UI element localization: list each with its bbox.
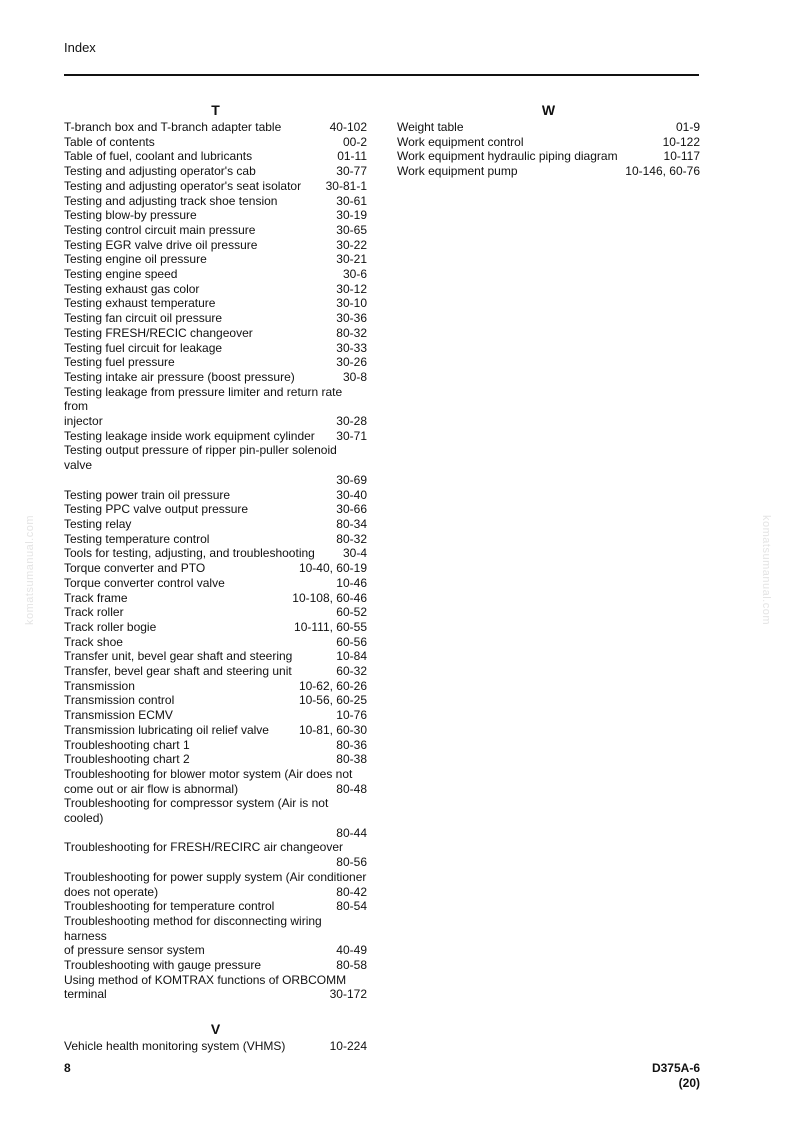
index-entry xyxy=(64,958,367,973)
index-column-right xyxy=(397,100,700,179)
index-entry xyxy=(64,282,367,297)
index-entry xyxy=(64,370,367,385)
index-entry-row xyxy=(64,149,367,164)
index-entry xyxy=(397,164,700,179)
index-entry xyxy=(64,561,367,576)
index-entry xyxy=(64,591,367,606)
index-entry xyxy=(397,120,700,135)
index-entry-page: 30-26 xyxy=(336,355,367,370)
index-entry-page: 80-42 xyxy=(336,884,367,899)
index-entry xyxy=(64,870,367,899)
index-entry xyxy=(64,341,367,356)
index-entry-page: 60-56 xyxy=(336,634,367,649)
index-entry-row xyxy=(64,591,367,606)
index-entry xyxy=(64,576,367,591)
index-entry-page: 30-19 xyxy=(336,208,367,223)
index-entry-page: 10-56, 60-25 xyxy=(298,693,367,708)
index-entry-title: Using method of KOMTRAX functions of ORBCOMM xyxy=(64,972,347,987)
index-entry-row xyxy=(397,164,700,179)
index-entry-page: 30-81-1 xyxy=(325,178,367,193)
index-entry-row xyxy=(397,149,700,164)
index-entry xyxy=(64,311,367,326)
index-entry-title: Troubleshooting for blower motor system (Air does not xyxy=(64,766,353,781)
index-entry xyxy=(64,723,367,738)
index-entry-row xyxy=(64,267,367,282)
index-entry-row xyxy=(64,708,367,723)
index-entry-title: Table of contents xyxy=(64,134,155,149)
index-entry xyxy=(64,208,367,223)
index-entry-title: Troubleshooting for compressor system (Air is not cooled) xyxy=(64,796,329,826)
index-entry xyxy=(64,679,367,694)
index-entry xyxy=(64,223,367,238)
index-entry-title: Troubleshooting with gauge pressure xyxy=(64,958,262,973)
index-entry-page: 30-71 xyxy=(336,428,367,443)
index-entry-title: Testing intake air pressure (boost pressure) xyxy=(64,369,295,384)
index-entry-row xyxy=(64,208,367,223)
index-entry-page: 80-58 xyxy=(336,958,367,973)
index-entry-row xyxy=(64,664,367,679)
index-entry xyxy=(64,179,367,194)
index-entry-row xyxy=(64,414,367,429)
index-entry-page: 01-9 xyxy=(675,120,700,134)
index-entry-page: 10-81, 60-30 xyxy=(298,722,367,737)
index-entry-row xyxy=(64,899,367,914)
index-entry-title: Testing and adjusting operator's seat isolator xyxy=(64,178,302,193)
index-entry-title: of pressure sensor system xyxy=(64,943,205,958)
index-entry xyxy=(64,767,367,796)
index-entry-title: T-branch box and T-branch adapter table xyxy=(64,120,282,134)
index-entry-row xyxy=(64,488,367,503)
index-entry-row xyxy=(64,561,367,576)
index-entry-title: Troubleshooting chart 2 xyxy=(64,752,190,767)
index-entry-row xyxy=(64,782,367,797)
index-entry xyxy=(64,546,367,561)
index-entry-title: Transmission xyxy=(64,678,135,693)
index-entry-page: 30-61 xyxy=(336,193,367,208)
index-entry-title: Testing relay xyxy=(64,516,132,531)
index-entry xyxy=(64,899,367,914)
index-entry-row xyxy=(64,252,367,267)
index-entry-row xyxy=(64,164,367,179)
index-entry-page: 30-172 xyxy=(329,987,367,1002)
index-entry-page: 30-4 xyxy=(342,546,367,561)
index-entry-title: Testing output pressure of ripper pin-puller solenoid valve xyxy=(64,443,337,473)
index-entry-title: does not operate) xyxy=(64,884,159,899)
index-entry-row xyxy=(64,693,367,708)
index-entry-title: Torque converter and PTO xyxy=(64,561,206,576)
index-entry-page: 80-56 xyxy=(336,855,367,870)
index-entry-page: 10-108, 60-46 xyxy=(292,590,367,605)
index-entry-page: 30-77 xyxy=(336,164,367,179)
index-entry-title: come out or air flow is abnormal) xyxy=(64,781,239,796)
index-entry-page: 30-40 xyxy=(336,487,367,502)
index-entry-row xyxy=(64,311,367,326)
index-entry-title: Testing blow-by pressure xyxy=(64,208,197,223)
index-entry-title: Testing power train oil pressure xyxy=(64,487,231,502)
index-entry-page: 80-48 xyxy=(336,781,367,796)
index-entry xyxy=(64,796,367,840)
index-entry-row xyxy=(64,738,367,753)
index-entry-page: 10-46 xyxy=(336,575,367,590)
index-entry xyxy=(64,238,367,253)
index-entry-page: 10-122 xyxy=(662,134,700,149)
index-entry-title: Work equipment control xyxy=(397,134,524,149)
section-letter: W xyxy=(541,102,556,118)
index-column-left xyxy=(64,100,367,1054)
index-entry-row xyxy=(64,620,367,635)
index-entry-title: Transmission control xyxy=(64,693,175,708)
index-entry-page: 10-40, 60-19 xyxy=(298,561,367,576)
index-entry-title: Work equipment pump xyxy=(397,164,518,179)
section-letter: V xyxy=(210,1021,221,1038)
index-entry-row xyxy=(64,502,367,517)
index-entry-page: 80-32 xyxy=(336,531,367,546)
footer-revision: (20) xyxy=(678,1076,700,1090)
index-entry-page: 40-49 xyxy=(336,943,367,958)
index-entry xyxy=(397,149,700,164)
index-entry-title: Troubleshooting chart 1 xyxy=(64,737,190,752)
index-entry xyxy=(64,252,367,267)
index-entry-page: 80-32 xyxy=(336,325,367,340)
index-entry-row xyxy=(64,635,367,650)
index-entry-page: 10-84 xyxy=(336,649,367,664)
index-entry-page: 60-52 xyxy=(336,605,367,620)
footer-model: D375A-6 xyxy=(651,1061,700,1075)
footer-page-number: 8 xyxy=(64,1061,71,1075)
index-entry xyxy=(64,693,367,708)
index-entry-page: 80-34 xyxy=(336,516,367,531)
index-entry-row xyxy=(64,605,367,620)
index-entry-title: Testing leakage inside work equipment cylinder xyxy=(64,428,315,443)
index-entry-title: Track shoe xyxy=(64,634,123,649)
index-entry xyxy=(64,708,367,723)
index-entry-row xyxy=(64,987,367,1002)
index-entry xyxy=(64,649,367,664)
index-entry-page: 10-146, 60-76 xyxy=(625,164,700,179)
index-entry xyxy=(64,120,367,135)
index-entry-row xyxy=(64,1039,367,1054)
index-entry xyxy=(64,605,367,620)
index-entry-title: Transfer, bevel gear shaft and steering unit xyxy=(64,664,292,679)
index-entry-row xyxy=(64,679,367,694)
index-entry-row xyxy=(64,752,367,767)
index-entry xyxy=(64,1039,367,1054)
index-entry xyxy=(64,443,367,487)
index-entry-title: Table of fuel, coolant and lubricants xyxy=(64,149,253,164)
index-entry-page: 80-44 xyxy=(336,825,367,840)
index-entry xyxy=(64,973,367,1002)
index-entry-page: 30-33 xyxy=(336,340,367,355)
index-entry-title: Testing and adjusting track shoe tension xyxy=(64,193,278,208)
index-entry-page: 10-111, 60-55 xyxy=(294,619,367,634)
index-entry xyxy=(64,517,367,532)
footer-model-block xyxy=(652,1061,700,1091)
index-entry-page: 01-11 xyxy=(337,149,367,164)
index-entry xyxy=(64,194,367,209)
index-entry-row xyxy=(64,943,367,958)
index-entry-title: Track frame xyxy=(64,590,128,605)
watermark-right: komatsumanual.com xyxy=(760,515,772,625)
index-entry-page: 10-117 xyxy=(663,149,700,164)
index-entry-title: Testing exhaust temperature xyxy=(64,296,216,311)
index-entry-title: Testing fan circuit oil pressure xyxy=(64,311,223,326)
index-entry-title: Weight table xyxy=(397,120,464,134)
index-entry-title: Testing fuel pressure xyxy=(64,355,175,370)
index-entry xyxy=(64,267,367,282)
index-entry xyxy=(64,296,367,311)
index-entry-title: Vehicle health monitoring system (VHMS) xyxy=(64,1039,286,1054)
index-entry xyxy=(64,488,367,503)
index-entry-title: Work equipment hydraulic piping diagram xyxy=(397,149,618,164)
index-entry-page: 30-28 xyxy=(336,414,367,429)
section-gap xyxy=(64,1002,367,1019)
index-entry-title: Testing leakage from pressure limiter and return rate from xyxy=(64,384,343,414)
index-entry xyxy=(64,738,367,753)
index-entry xyxy=(64,752,367,767)
index-entry-title: Testing control circuit main pressure xyxy=(64,222,256,237)
index-entry-title: Troubleshooting for FRESH/RECIRC air changeover xyxy=(64,840,344,855)
index-entry xyxy=(64,385,367,429)
index-entry-row xyxy=(64,120,367,135)
index-entry-row xyxy=(64,885,367,900)
index-entry-title: terminal xyxy=(64,987,107,1002)
index-entry-row xyxy=(397,135,700,150)
index-entry-row xyxy=(64,135,367,150)
index-entry-page: 30-66 xyxy=(336,502,367,517)
index-entry-row xyxy=(64,296,367,311)
index-entry xyxy=(64,620,367,635)
index-entry-row xyxy=(64,517,367,532)
index-entry-page: 30-8 xyxy=(342,369,367,384)
index-entry-page: 80-54 xyxy=(336,899,367,914)
page-header-title: Index xyxy=(64,40,96,55)
index-entry-page: 60-32 xyxy=(336,664,367,679)
index-entry-title: Tools for testing, adjusting, and troubleshooting xyxy=(64,546,315,561)
watermark-left: komatsumanual.com xyxy=(24,515,36,625)
index-entry-title: Troubleshooting for power supply system (Air conditioner xyxy=(64,869,367,884)
index-entry-row xyxy=(64,649,367,664)
index-entry-row xyxy=(64,282,367,297)
index-entry-row xyxy=(64,723,367,738)
index-entry-page: 30-36 xyxy=(336,311,367,326)
index-entry-title: Track roller xyxy=(64,605,124,620)
index-entry-page: 30-10 xyxy=(336,296,367,311)
index-entry-page: 30-22 xyxy=(336,237,367,252)
index-entry-row xyxy=(64,546,367,561)
index-entry-title: Transmission lubricating oil relief valve xyxy=(64,722,269,737)
index-entry xyxy=(64,149,367,164)
index-entry-title: Testing exhaust gas color xyxy=(64,281,200,296)
index-entry-row xyxy=(64,532,367,547)
index-entry xyxy=(397,135,700,150)
index-entry-title: Troubleshooting for temperature control xyxy=(64,899,275,914)
section-letter: T xyxy=(211,102,220,118)
index-entry-page: 10-76 xyxy=(336,708,367,723)
index-entry-row xyxy=(64,958,367,973)
index-entry-title: Testing PPC valve output pressure xyxy=(64,502,249,517)
index-entry-page: 30-12 xyxy=(336,281,367,296)
index-entry-row xyxy=(64,370,367,385)
index-entry-page: 10-62, 60-26 xyxy=(298,678,367,693)
index-entry-title: Transmission ECMV xyxy=(64,708,173,723)
index-entry-title: injector xyxy=(64,414,103,429)
index-entry-row xyxy=(64,355,367,370)
index-entry-page: 10-224 xyxy=(329,1039,367,1054)
index-entry-title: Testing engine speed xyxy=(64,267,178,282)
index-entry-page: 30-6 xyxy=(342,267,367,282)
index-entry xyxy=(64,840,367,869)
index-entry xyxy=(64,355,367,370)
index-entry-row xyxy=(64,238,367,253)
index-entry-title: Testing temperature control xyxy=(64,531,210,546)
index-entry-title: Testing engine oil pressure xyxy=(64,252,207,267)
index-entry-title: Testing EGR valve drive oil pressure xyxy=(64,237,258,252)
index-entry-page: 80-36 xyxy=(336,737,367,752)
index-entry-row xyxy=(64,194,367,209)
index-entry-title: Troubleshooting method for disconnecting wiring harness xyxy=(64,913,322,943)
index-entry-row xyxy=(64,223,367,238)
index-entry-page: 40-102 xyxy=(329,120,367,134)
index-entry-page: 30-69 xyxy=(336,472,367,487)
index-entry-page: 30-21 xyxy=(336,252,367,267)
index-entry-page: 80-38 xyxy=(336,752,367,767)
index-entry-title: Track roller bogie xyxy=(64,619,157,634)
index-entry-page: 30-65 xyxy=(336,222,367,237)
header-rule xyxy=(64,74,699,76)
index-entry xyxy=(64,664,367,679)
index-entry-title: Testing FRESH/RECIC changeover xyxy=(64,325,253,340)
index-entry xyxy=(64,532,367,547)
index-entry xyxy=(64,135,367,150)
index-entry-row xyxy=(64,179,367,194)
index-entry-row xyxy=(64,326,367,341)
index-entry xyxy=(64,429,367,444)
index-entry-title: Torque converter control valve xyxy=(64,575,225,590)
index-entry-row xyxy=(64,341,367,356)
index-entry-row xyxy=(64,576,367,591)
index-entry xyxy=(64,326,367,341)
index-entry-title: Testing fuel circuit for leakage xyxy=(64,340,223,355)
index-entry-row xyxy=(64,429,367,444)
index-entry xyxy=(64,635,367,650)
index-entry-title: Testing and adjusting operator's cab xyxy=(64,164,256,179)
index-entry xyxy=(64,502,367,517)
index-entry xyxy=(64,164,367,179)
index-entry xyxy=(64,914,367,958)
index-entry-page: 00-2 xyxy=(342,134,367,149)
index-entry-title: Transfer unit, bevel gear shaft and steering xyxy=(64,649,293,664)
index-entry-row xyxy=(397,120,700,135)
